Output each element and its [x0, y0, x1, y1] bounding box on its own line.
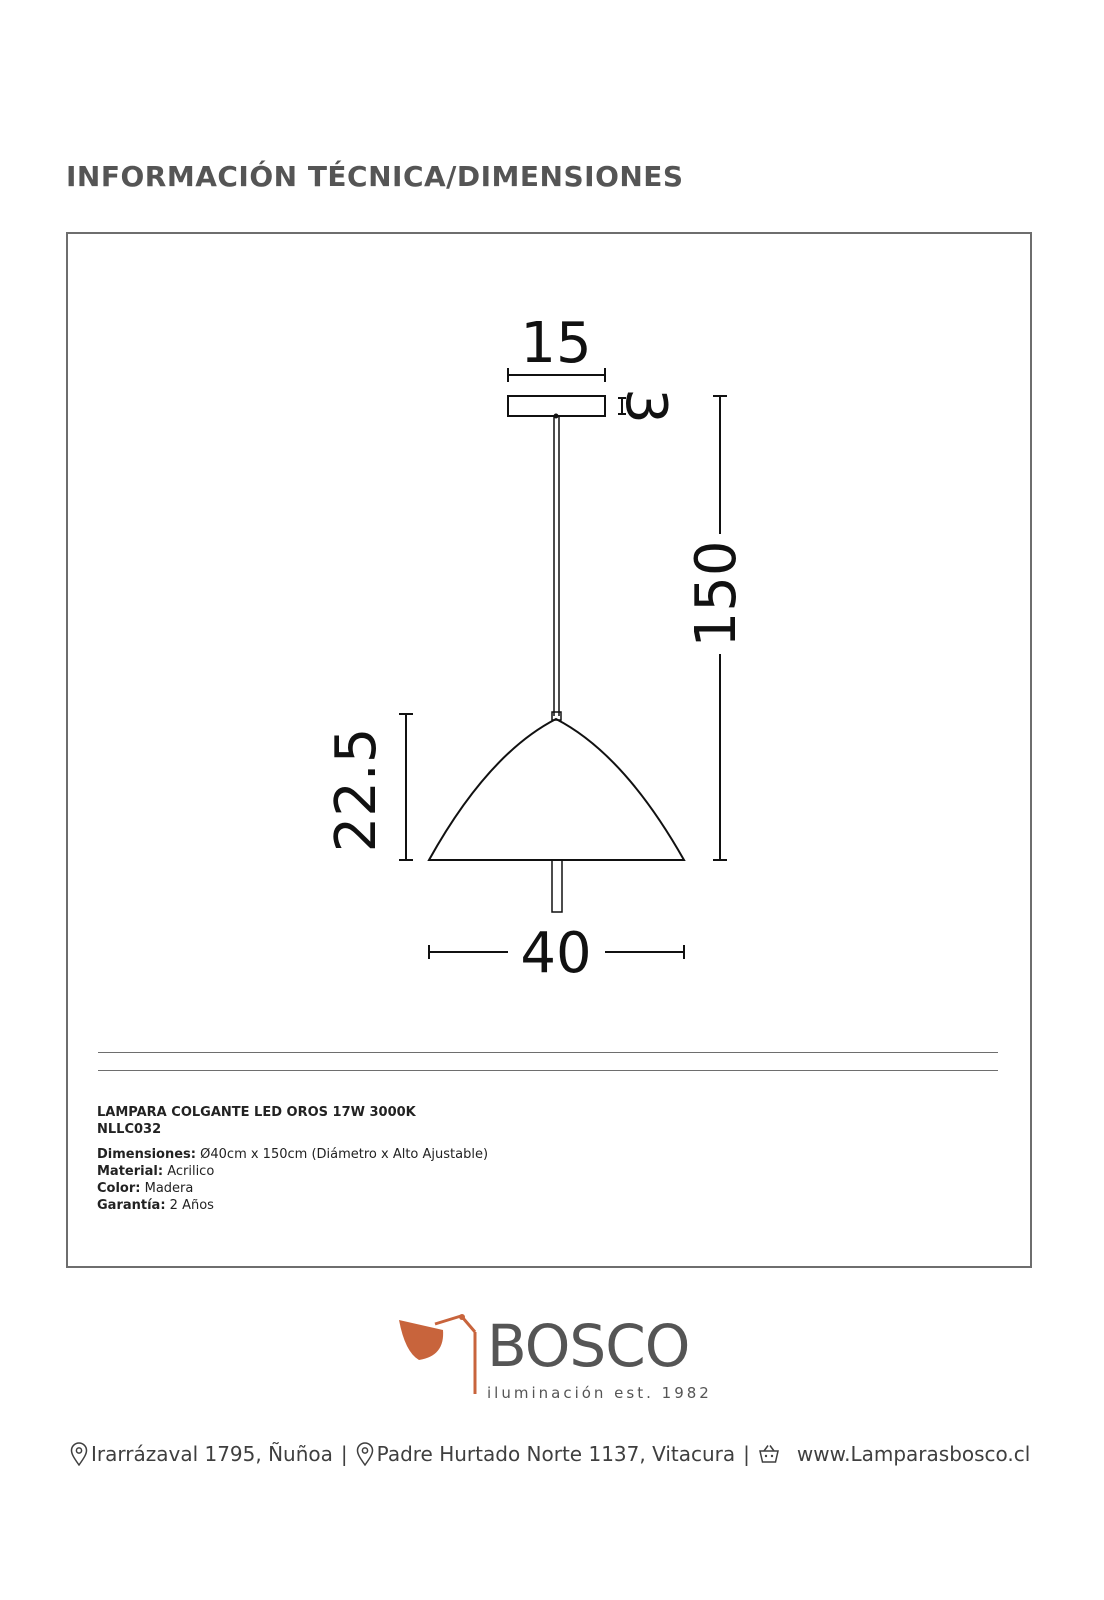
spec-material: Material: Acrilico: [97, 1164, 215, 1179]
brand-tagline: iluminación est. 1982: [487, 1384, 712, 1402]
shade-diameter-label: 40: [520, 921, 592, 986]
canopy-width-label: 15: [520, 311, 592, 376]
product-name: LAMPARA COLGANTE LED OROS 17W 3000K: [97, 1105, 416, 1120]
total-height-label: 150: [684, 540, 750, 648]
divider-bottom: [98, 1070, 998, 1071]
address-vitacura: Padre Hurtado Norte 1137, Vitacura: [376, 1442, 736, 1466]
spec-warranty: Garantía: 2 Años: [97, 1198, 214, 1213]
location-pin-icon: [70, 1442, 88, 1466]
spec-color: Color: Madera: [97, 1181, 194, 1196]
footer-separator: |: [340, 1442, 348, 1466]
shopping-basket-icon: [758, 1444, 780, 1464]
technical-drawing-frame: [66, 232, 1032, 1268]
product-code: NLLC032: [97, 1122, 162, 1137]
lamp-shade: [429, 719, 684, 860]
canopy: [508, 396, 605, 416]
desk-lamp-logo-icon: [395, 1312, 487, 1402]
website-link[interactable]: www.Lamparasbosco.cl: [796, 1442, 1031, 1466]
page-title: INFORMACIÓN TÉCNICA/DIMENSIONES: [66, 160, 684, 193]
brand-name: BOSCO: [487, 1312, 690, 1380]
location-pin-icon: [356, 1442, 374, 1466]
shade-height-label: 22.5: [324, 727, 390, 853]
footer-separator: |: [743, 1442, 750, 1466]
address-nunoa: Irarrázaval 1795, Ñuñoa: [91, 1442, 333, 1466]
footer-contact: [70, 1436, 1050, 1472]
canopy-height-label: 3: [612, 388, 678, 424]
divider-top: [98, 1052, 998, 1053]
spec-dimensions: Dimensiones: Ø40cm x 150cm (Diámetro x Alto Ajustable): [97, 1147, 489, 1162]
brand-logo: [395, 1312, 715, 1402]
product-specs: [97, 1104, 488, 1214]
lamp-light-rod: [552, 860, 562, 912]
